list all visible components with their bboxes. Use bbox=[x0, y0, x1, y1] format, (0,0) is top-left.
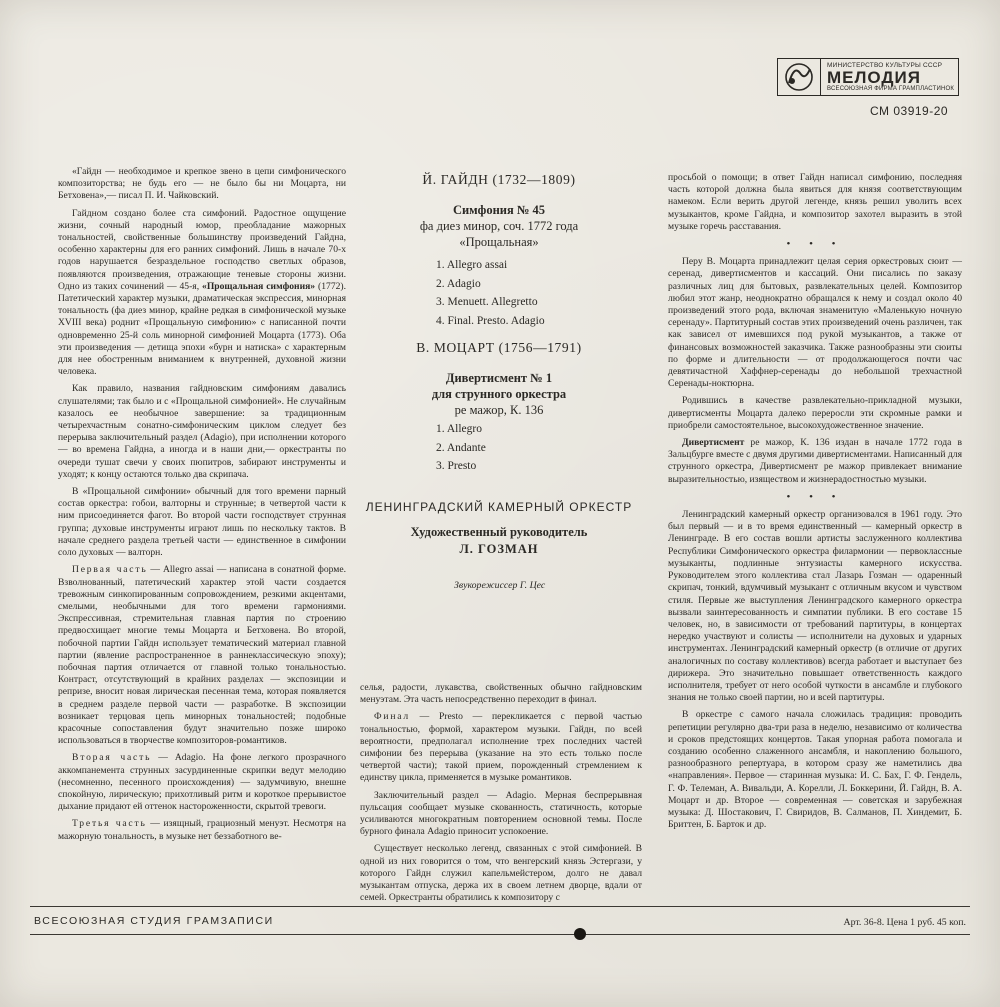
paragraph: просьбой о помощи; в ответ Гайдн написал симфонию, последняя часть которой должна была явиться для князя соответствующим намеком. Если верить другой легенде, князь решил уволить всех музыкантов, кроме Гайдна, и композитор захотел выразить в этой музыке горечь расставания. bbox=[668, 172, 962, 232]
haydn-nickname: «Прощальная» bbox=[459, 235, 539, 249]
paragraph: Родившись в качестве развлекательно-прикладной музыки, дивертисменты Моцарта далеко переросли эти скромные рамки и приобрели самостоятельное, высокохудожественное значение. bbox=[668, 395, 962, 431]
sound-engineer: Звукорежиссер Г. Цес bbox=[454, 579, 546, 591]
paragraph: Как правило, названия гайдновским симфониям давались слушателями; так было и с «Прощальной симфонией». Не случайным казалось ее необычное завершение: за традиционным четырехчастным сонатно-симфоническим циклом следует без перерыва заключительный раздел (Adagio), при исполнении которого — во времена Гайдна, а иногда и в наши дни,— оркестранты по очереди тушат свечи у своих пюпитров, забирают инструменты и уходят; к концу остаются только два скрипача. bbox=[58, 383, 346, 480]
logo-name: МЕЛОДИЯ bbox=[827, 67, 921, 87]
footer-rule-top bbox=[30, 906, 970, 907]
movement: 4. Final. Presto. Adagio bbox=[436, 314, 545, 327]
mozart-work-title: Дивертисмент № 1 bbox=[445, 371, 553, 385]
movement: 3. Presto bbox=[436, 460, 477, 472]
director-role: Художественный руководитель bbox=[410, 524, 588, 539]
studio-name: ВСЕСОЮЗНАЯ СТУДИЯ ГРАМЗАПИСИ bbox=[34, 915, 274, 927]
melodiya-logo bbox=[777, 58, 959, 96]
mozart-key: ре мажор, К. 136 bbox=[454, 403, 544, 417]
program-listing bbox=[354, 172, 644, 591]
paragraph: Перу В. Моцарта принадлежит целая серия оркестровых сюит — серенад, дивертисментов и кассаций. Они писались по заказу различных лиц для бытовых, развлекательных целей. Композитор любил этот жанр, неоднократно обращался к нему и создал около 40 произведений этого рода, включая знаменитую «Маленькую ночную серенаду». Партитурный состав этих произведений очень различен, так как зависел от имевшихся под рукой музыкантов, а также от финансовых возможностей заказчика. Также разнообразны эти сюиты по форме и длительности — от продолжающегося почти час девятичастной Хаффнер-серенады до небольшой трехчастной Серенады-ноктюрна. bbox=[668, 256, 962, 390]
movement: 1. Allegro assai bbox=[436, 259, 508, 271]
logo-firm: ВСЕСОЮЗНАЯ ФИРМА ГРАМПЛАСТИНОК bbox=[827, 85, 955, 92]
paragraph: Финал — Presto — перекликается с первой частью тональностью, формой, характером музыки. Гайдн, по всей вероятности, предполагал исполнение трех последних частей симфонии без перерыва (указание на это есть только после четвертой части); такой прием, порожденный стремлением к единству цикла, применяется в музыке романтиков. bbox=[360, 711, 642, 784]
haydn-key: фа диез минор, соч. 1772 года bbox=[419, 219, 579, 233]
right-column bbox=[668, 172, 962, 836]
paragraph: селья, радости, лукавства, свойственных обычно гайдновским менуэтам. Эта часть непосредственно переходит в финал. bbox=[360, 682, 642, 706]
movement: 2. Andante bbox=[436, 441, 486, 454]
movement: 1. Allegro bbox=[436, 423, 482, 435]
paragraph: Гайдном создано более ста симфоний. Радостное ощущение жизни, сочный народный юмор, преобладание мажорных тональностей, свойственные большинству произведений Гайдна, особенно характерны для его ранних симфоний. Лишь в начале 70-х годов нарушается безраздельное господство светлых образов, появляются произведения, отражающие теневые стороны жизни. Одно из таких сочинений — 45-я, «Прощальная симфония» (1772). Патетический характер музыки, драматическая экспрессия, минорная тональность (фа диез минор, крайне редкая в симфонической музыке XVIII века) роднит «Прощальную симфонию» с написанной почти одновременно 25-й соль минорной симфонией Моцарта (1773). Оба эти произведения — детища эпохи «бурн и натиска» с характерным для нее обостренным вниманием к внутренней, духовной жизни человека. bbox=[58, 207, 347, 378]
paragraph: «Гайдн — необходимое и крепкое звено в цепи симфонического композиторства; не будь его — не было бы ни Моцарта, ни Бетховена»,— писал П. И. Чайковский. bbox=[58, 166, 346, 202]
director-name: Л. ГОЗМАН bbox=[459, 541, 539, 556]
orchestra-name: ЛЕНИНГРАДСКИЙ КАМЕРНЫЙ ОРКЕСТР bbox=[365, 499, 633, 514]
melodiya-emblem-icon bbox=[778, 59, 821, 95]
paragraph: В «Прощальной симфонии» обычный для того времени парный состав оркестра: гобои, валторны и струнные; в четвертой части к ним присоединяется фагот. Во второй части господствует струнная группа; духовые инструменты играют лишь по нескольку тактов. В начале среднего раздела третьей части — единственное в симфонии соло духовых — валторн. bbox=[58, 486, 346, 559]
ink-blot bbox=[574, 928, 586, 940]
paragraph: Вторая часть — Adagio. На фоне легкого прозрачного аккомпанемента струнных засурдиненные скрипки ведут мелодию (несомненно, песенного происхождения) — задумчивую, внешне спокойную, лирическую; прихотливый ритм и короткое прерывистое дыхание придают ей оттенок настороженности, скрытой тревоги. bbox=[58, 752, 346, 813]
paragraph: Дивертисмент ре мажор, К. 136 издан в начале 1772 года в Зальцбурге вместе с двумя другими дивертисментами. Написанный для струнного оркестра, Дивертисмент ре мажор привлекает внимание выразительностью, изяществом и жизнерадостностью музыки. bbox=[668, 437, 962, 485]
haydn-composer: Й. ГАЙДН (1732—1809) bbox=[422, 172, 576, 187]
movement: 2. Adagio bbox=[436, 277, 481, 290]
catalog-number: СМ 03919-20 bbox=[870, 104, 949, 118]
paragraph: Ленинградский камерный оркестр организовался в 1961 году. Это был первый — и в то время единственный — камерный оркестр в Ленинграде. В его состав вошли артисты заслуженного коллектива Республики Симфонического оркестра филармонии — первоклассные музыканты, подлинные энтузиасты камерного искусства. Руководителем этого коллектива стал Лазарь Гозман — одаренный скрипач, тонкий, вдумчивый музыкант с отличным вкусом и чувством стиля. Первые же выступления Ленинградского камерного оркестра вызвали заинтересованность и симпатии публики. В его составе 15 человек, но, в зависимости от требований партитуры, в концертах нередко участвуют и солисты — исполнители на духовых и ударных инструментах. Ленинградский камерный оркестр (в отличие от других аналогичных по составу коллективов) всегда работает и выступает без дирижера. Это значительно повышает ответственность каждого исполнителя, требует от него особой чуткости в ансамбле и глубокого знания не только своей партии, но и всей партитуры. bbox=[668, 509, 962, 704]
mozart-composer: В. МОЦАРТ (1756—1791) bbox=[416, 340, 582, 355]
paragraph: Заключительный раздел — Adagio. Мерная беспрерывная пульсация сообщает музыке скованность, статичность, которые усиливаются многократным повторением основной темы. После бурного финала Adagio приносит успокоение. bbox=[360, 789, 642, 838]
movement: 3. Menuett. Allegretto bbox=[436, 296, 538, 308]
paragraph: Существует несколько легенд, связанных с этой симфонией. В одной из них говорится о том, что венгерский князь Эстергази, у которого Гайдн служил капельмейстером, долго не давал музыкантам отпуска, держа их в своем летнем дворце, вдали от семей. Оркестранты обратились к композитору с bbox=[360, 843, 642, 904]
paragraph: Первая часть — Allegro assai — написана в сонатной форме. Взволнованный, патетический характер этой части создается тревожным синкопированным сопровождением, резкими акцентами, смелыми, необычными для того времени гармониями. Экспрессивная, стремительная главная партия по строению предвосхищает многие темы Моцарта и Бетховена. Во второй, побочной партии Гайдн использует тематический материал главной партии (явление распространенное в раннеклассическую эпоху); побочная партия отличается от главной только тональностью. Контраст, отсутствующий в крайних разделах — экспозиции и репризе, вносит новая лирическая песенная тема, которая появляется в среднем разделе первой части — разработке. В экспозиции возникает терцовая цепь минорных тональностей; подобные красочные сопоставления будут значительно позже широко использоваться в творчестве композиторов-романтиков. bbox=[58, 564, 346, 747]
left-column bbox=[58, 166, 346, 848]
mozart-subtitle: для струнного оркестра bbox=[431, 387, 567, 401]
section-divider: • • • bbox=[786, 490, 844, 503]
haydn-work-title: Симфония № 45 bbox=[452, 203, 546, 217]
paragraph: Третья часть — изящный, грациозный менуэт. Несмотря на мажорную тональность, в музыке нет беззаботного ве- bbox=[58, 818, 346, 842]
price-label: Арт. 36-8. Цена 1 руб. 45 коп. bbox=[843, 917, 966, 928]
paragraph: В оркестре с самого начала сложилась традиция: проводить репетиции регулярно два-три раза в неделю, независимо от количества и сроков предстоящих концертов. Такая упорная работа помогала и созданию особенно слаженного ансамбля, и накоплению большого, разнообразного репертуара, в котором сразу же наметились два «направления». Первое — старинная музыка: И. С. Бах, Г. Ф. Гендель, Г. Ф. Телеман, А. Вивальди, А. Корелли, Л. Боккерини, Й. Гайдн, В. А. Моцарт и др. Второе — современная — советская и зарубежная музыка: Д. Шостакович, Г. Свиридов, В. Салманов, П. Хиндемит, Б. Бриттен, Б. Барток и др. bbox=[668, 709, 962, 831]
footer-rule-bottom bbox=[30, 934, 970, 935]
haydn-movements bbox=[354, 256, 644, 330]
middle-column bbox=[360, 682, 642, 909]
mozart-movements bbox=[354, 420, 644, 476]
section-divider: • • • bbox=[786, 238, 844, 251]
logo-ministry: МИНИСТЕРСТВО КУЛЬТУРЫ СССР bbox=[827, 61, 943, 69]
